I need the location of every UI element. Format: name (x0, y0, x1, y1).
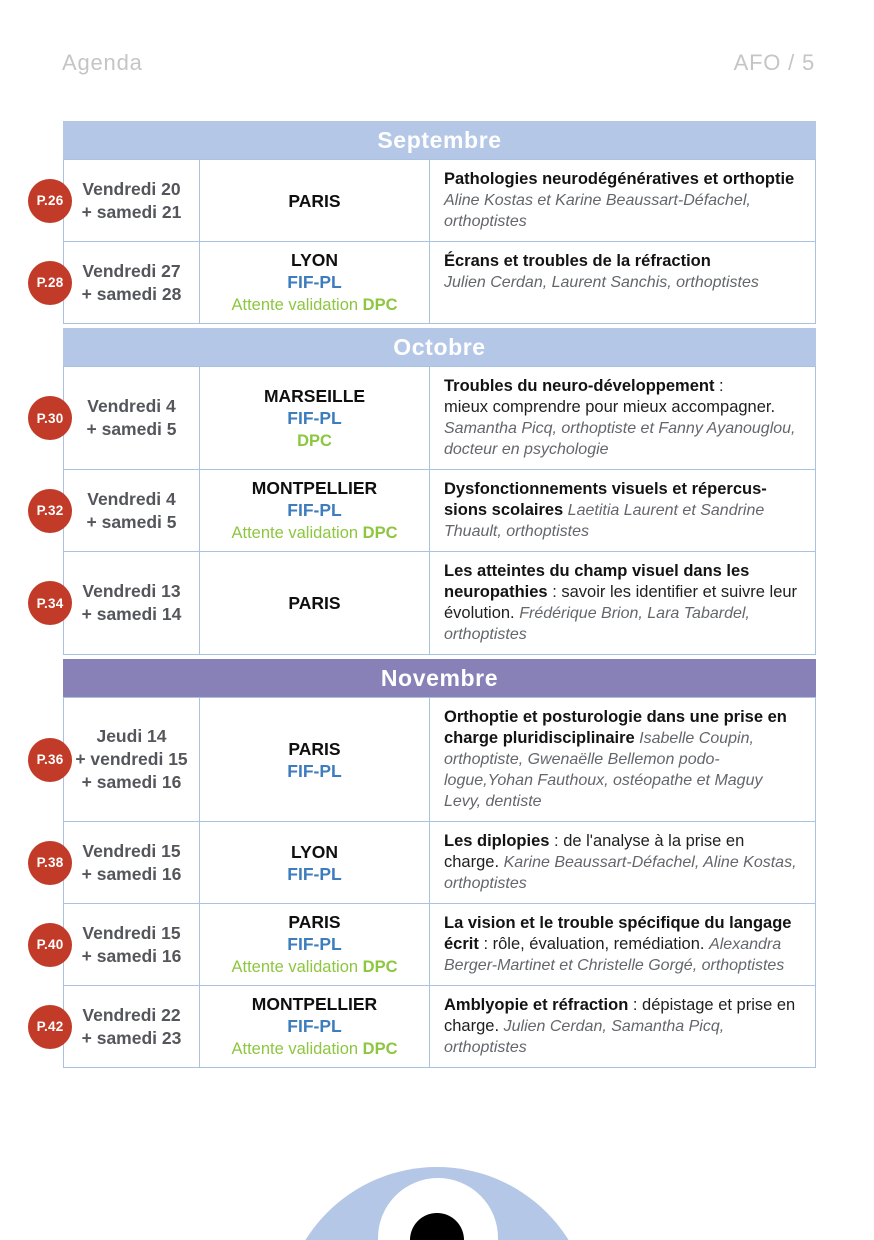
description-cell (430, 985, 816, 1068)
agenda-row (36, 697, 816, 822)
location-line (287, 499, 341, 521)
date-line: Vendredi 13 (82, 581, 181, 601)
text-segment: Les atteintes du champ visuel dans les neuropathies (444, 562, 750, 601)
text-segment: La vision et le trouble spécifique du langage écrit (444, 914, 792, 953)
date-line: + samedi 28 (81, 283, 182, 304)
description-cell (430, 903, 816, 986)
agenda-row (36, 821, 816, 904)
location-line (264, 385, 365, 407)
date-cell (63, 985, 200, 1068)
text-segment: Julien Cerdan, Laurent Sanchis, orthoptistes (444, 274, 759, 291)
text-segment: Attente validation (231, 524, 363, 542)
date-cell (63, 241, 200, 324)
text-segment: MARSEILLE (263, 385, 366, 406)
text-segment: Julien Cerdan, Samantha Picq, orthoptistes (444, 1018, 725, 1056)
date-line: Jeudi 14 (96, 726, 167, 746)
location-line (231, 1037, 397, 1060)
date-line: + samedi 5 (86, 419, 177, 439)
header-page-number: AFO / 5 (733, 50, 815, 75)
location-line (287, 760, 341, 782)
agenda-row (36, 366, 816, 470)
page-badge: P.42 (28, 1005, 72, 1049)
description-text (444, 707, 803, 812)
description-text (444, 169, 803, 232)
description-text (444, 376, 803, 460)
description-text (444, 831, 803, 894)
text-segment: : de l'analyse à la prise en charge. (444, 832, 745, 871)
text-segment: Amblyopie et réfraction (444, 996, 629, 1014)
month-band: Octobre (63, 328, 816, 366)
eye-logo (0, 1080, 874, 1240)
location-cell (200, 985, 430, 1068)
date-line: + samedi 16 (81, 863, 182, 884)
text-segment: Dysfonctionnements visuels et répercussions scolaires (444, 480, 767, 519)
text-segment: FIF-PL (287, 1016, 342, 1036)
location-cell (200, 241, 430, 324)
date-cell (63, 697, 200, 822)
header-section-title: Agenda (62, 50, 143, 75)
location-cell (200, 469, 430, 552)
location-line (231, 955, 397, 978)
page-badge: P.28 (28, 261, 72, 305)
text-segment: Karine Beaussart-Défachel, Aline Kostas, orthoptistes (444, 854, 797, 892)
date-line: + vendredi 15 (75, 749, 188, 769)
location-line (288, 911, 340, 933)
date-line: Vendredi 27 (82, 260, 181, 281)
description-cell (430, 821, 816, 904)
text-segment: Attente validation (231, 1040, 363, 1058)
text-segment: Orthoptie et posturologie dans une prise en charge pluridisciplinaire (444, 708, 787, 747)
text-segment: : rôle, évaluation, remédiation. (478, 935, 710, 953)
agenda-row (36, 903, 816, 986)
text-segment: Les diplopies (444, 832, 550, 850)
page-badge: P.32 (28, 489, 72, 533)
location-line (287, 1015, 341, 1037)
text-segment: Isabelle Coupin, orthoptiste, Gwenaëlle Bellemon podologue,Yohan Fauthoux, ostéopathe et Maguy Levy, dentiste (444, 730, 763, 810)
text-segment: FIF-PL (287, 500, 342, 520)
location-line (291, 249, 338, 271)
text-segment: Attente validation (231, 958, 363, 976)
text-segment: LYON (290, 841, 338, 862)
date-line: + samedi 5 (86, 511, 177, 532)
description-text (444, 479, 803, 542)
location-line (287, 407, 341, 429)
text-segment: PARIS (288, 593, 341, 613)
location-line (252, 477, 377, 499)
date-cell (63, 159, 200, 242)
location-line (297, 429, 332, 452)
text-segment: PARIS (288, 190, 341, 211)
date-line: + samedi 16 (81, 945, 182, 966)
location-line (252, 993, 377, 1015)
text-segment: DPC (362, 296, 398, 314)
text-segment: MONTPELLIER (251, 478, 378, 498)
page-badge: P.26 (28, 179, 72, 223)
text-segment: Alexandra Berger-Martinet et Christelle Gorgé, orthoptistes (444, 936, 785, 974)
date-cell (63, 821, 200, 904)
location-cell (200, 551, 430, 655)
text-segment: FIF-PL (287, 863, 342, 884)
date-cell (63, 469, 200, 552)
text-segment: FIF-PL (287, 407, 342, 428)
text-segment: Aline Kostas et Karine Beaussart-Défachel, orthoptistes (444, 192, 751, 230)
description-text (444, 913, 803, 976)
month-band: Novembre (63, 659, 816, 697)
location-cell (200, 697, 430, 822)
date-cell (63, 903, 200, 986)
date-cell (63, 366, 200, 470)
agenda-row (36, 551, 816, 655)
description-cell (430, 241, 816, 324)
text-segment: : (714, 377, 724, 395)
text-segment: PARIS (288, 738, 341, 759)
description-cell (430, 469, 816, 552)
text-segment: Attente validation (231, 296, 363, 314)
text-segment: Laetitia Laurent et Sandrine Thuault, orthoptistes (444, 502, 765, 540)
location-cell (200, 821, 430, 904)
date-line: Vendredi 15 (82, 922, 181, 943)
location-line (288, 738, 340, 760)
description-text (444, 995, 803, 1058)
text-segment: DPC (362, 524, 398, 542)
text-segment: FIF-PL (287, 272, 342, 292)
text-segment: PARIS (288, 912, 341, 932)
text-segment: LYON (290, 250, 338, 270)
page-badge: P.40 (28, 923, 72, 967)
date-line: Vendredi 20 (82, 178, 181, 199)
page-badge: P.30 (28, 396, 72, 440)
location-line (287, 863, 341, 885)
description-text (444, 561, 803, 645)
text-segment: Pathologies neurodégénératives et orthoptie (444, 170, 795, 188)
date-line: + samedi 21 (81, 201, 182, 222)
description-cell (430, 551, 816, 655)
location-cell (200, 903, 430, 986)
location-line (231, 521, 397, 544)
agenda-table (36, 121, 816, 1068)
month-band: Septembre (63, 121, 816, 159)
text-segment: Samantha Picq, orthoptiste et Fanny Ayanouglou, docteur en psychologie (444, 420, 796, 458)
location-cell (200, 159, 430, 242)
date-line: + samedi 23 (81, 1027, 182, 1048)
page-badge: P.36 (28, 738, 72, 782)
text-segment: FIF-PL (287, 760, 342, 781)
location-line (231, 293, 397, 316)
date-line: Vendredi 4 (87, 396, 176, 416)
text-segment: FIF-PL (287, 934, 342, 954)
description-cell (430, 159, 816, 242)
text-segment: mieux comprendre pour mieux accompagner. (444, 398, 776, 416)
agenda-row (36, 159, 816, 242)
date-line: + samedi 16 (81, 772, 182, 792)
text-segment: MONTPELLIER (251, 994, 378, 1014)
agenda-row (36, 241, 816, 324)
description-cell (430, 366, 816, 470)
text-segment: Frédérique Brion, Lara Tabardel, orthoptistes (444, 605, 750, 643)
text-segment: Écrans et troubles de la réfraction (444, 252, 711, 270)
date-line: Vendredi 15 (82, 840, 181, 861)
agenda-row (36, 985, 816, 1068)
date-line: Vendredi 22 (82, 1004, 181, 1025)
location-line (288, 190, 340, 212)
description-text (444, 251, 759, 293)
agenda-row (36, 469, 816, 552)
date-line: + samedi 14 (81, 604, 182, 624)
location-line (287, 271, 341, 293)
page-badge: P.34 (28, 581, 72, 625)
text-segment: DPC (362, 958, 398, 976)
text-segment: : dépistage et prise en charge. (444, 996, 796, 1035)
location-cell (200, 366, 430, 470)
page-header (62, 50, 815, 76)
text-segment: : savoir les identifier et suivre leur évolution. (444, 583, 798, 622)
page-badge: P.38 (28, 841, 72, 885)
date-line: Vendredi 4 (87, 488, 176, 509)
text-segment: Troubles du neuro-développement (444, 377, 715, 395)
location-line (287, 933, 341, 955)
description-cell (430, 697, 816, 822)
location-line (291, 841, 338, 863)
date-cell (63, 551, 200, 655)
location-line (288, 592, 340, 614)
text-segment: DPC (362, 1040, 398, 1058)
text-segment: DPC (297, 431, 332, 450)
